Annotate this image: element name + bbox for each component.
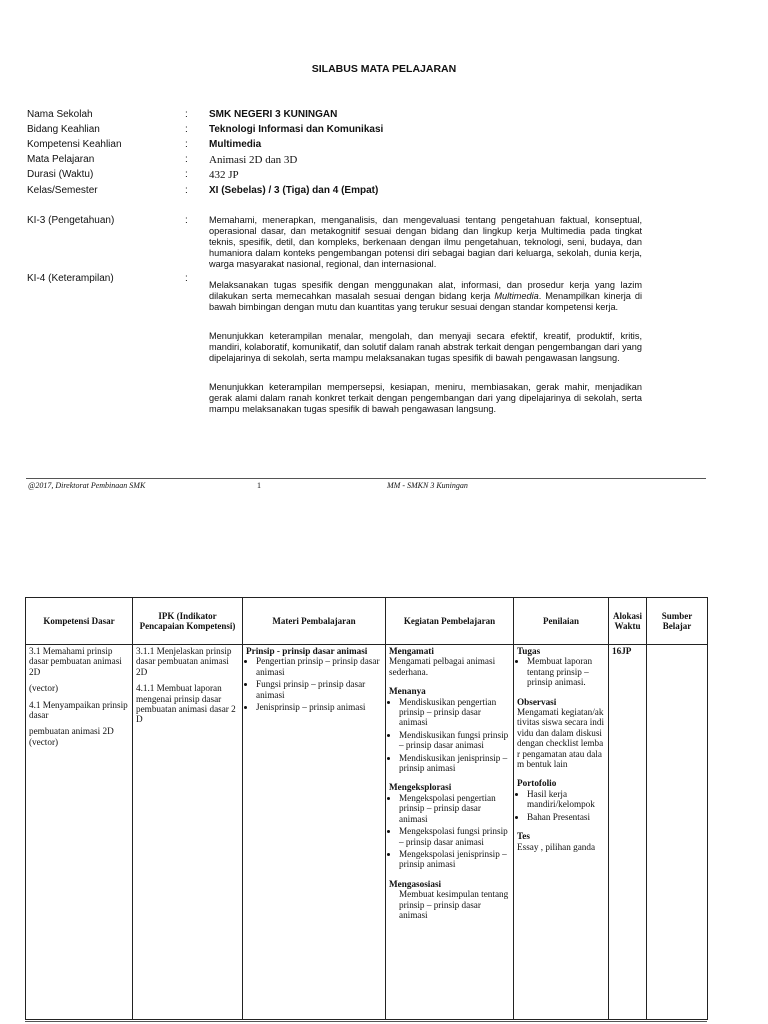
info-colon: : xyxy=(185,169,188,180)
cell-ipk xyxy=(133,645,243,1020)
ki4-paragraph-2: Menunjukkan keterampilan menalar, mengolah, dan menyaji secara efektif, kreatif, produktif, kritis, mandiri, kolaboratif, komunikatif, dan solutif dalam ranah abstrak terkait dengan pengembangan dari yang dipelajarinya di sekolah, serta mampu melaksanakan tugas spesifik di bawah pengawasan langsung. xyxy=(209,331,642,363)
ki4-paragraph-1 xyxy=(209,280,642,313)
penilaian-portofolio-list xyxy=(517,789,605,822)
header-penilaian: Penilaian xyxy=(514,598,609,645)
info-colon: : xyxy=(185,124,188,135)
footer-right: MM - SMKN 3 Kuningan xyxy=(387,481,468,490)
penilaian-portofolio-title: Portofolio xyxy=(517,778,557,789)
info-label: Kompetensi Keahlian xyxy=(27,139,122,150)
kegiatan-asosiasi-text: Membuat kesimpulan tentang prinsip – prinsip dasar animasi xyxy=(399,889,509,920)
kd-line-1: 3.1 Memahami prinsip dasar pembuatan animasi 2D xyxy=(29,646,122,677)
ipk-line-1: 3.1.1 Menjelaskan prinsip dasar pembuatan animasi 2D xyxy=(136,646,232,677)
materi-title: Prinsip - prinsip dasar animasi xyxy=(246,646,368,656)
page-bottom-divider xyxy=(25,1021,707,1022)
list-item: • Pengertian prinsip – prinsip dasar animasi xyxy=(256,656,382,677)
table-header-row xyxy=(26,598,708,645)
cell-kegiatan xyxy=(386,645,514,1020)
list-item: • Mendiskusikan fungsi prinsip – prinsip dasar animasi xyxy=(399,730,510,751)
info-value: Teknologi Informasi dan Komunikasi xyxy=(209,124,384,135)
kegiatan-mengamati-text: Mengamati pelbagai animasi sederhana. xyxy=(389,656,496,677)
info-value: SMK NEGERI 3 KUNINGAN xyxy=(209,109,338,120)
header-sumber: Sumber Belajar xyxy=(647,598,708,645)
footer-page-number: 1 xyxy=(257,481,261,490)
kd-line-3: 4.1 Menyampaikan prinsip dasar xyxy=(29,699,128,721)
materi-list xyxy=(246,656,382,712)
info-label: Durasi (Waktu) xyxy=(27,169,94,180)
footer-left: @2017, Direktorat Pembinaan SMK xyxy=(28,481,146,490)
list-item: • Mendiskusikan pengertian prinsip – prinsip dasar animasi xyxy=(399,697,510,728)
kegiatan-eksplorasi-title: Mengeksplorasi xyxy=(389,782,452,793)
ki3-label: KI-3 (Pengetahuan) xyxy=(27,215,115,226)
ki4-paragraph-3: Menunjukkan keterampilan mempersepsi, kesiapan, meniru, membiasakan, gerak mahir, menjadikan gerak alami dalam ranah konkret terkait dengan pengembangan dari yang dipelajarinya di sekolah, serta mampu melaksanakan tugas spesifik di bawah pengawasan langsung. xyxy=(209,382,642,414)
header-materi: Materi Pembalajaran xyxy=(243,598,386,645)
ki4-label: KI-4 (Keterampilan) xyxy=(27,273,114,284)
penilaian-observasi-title: Observasi xyxy=(517,696,557,707)
penilaian-observasi-text: Mengamati kegiatan/aktivitas siswa secara individu dan dalam diskusi dengan checklist lembar pengamatan atau dalam bentuk lain xyxy=(517,707,605,770)
cell-penilaian xyxy=(514,645,609,1020)
list-item: • Mengekspolasi jenisprinsip – prinsip animasi xyxy=(399,849,510,870)
info-value: XI (Sebelas) / 3 (Tiga) dan 4 (Empat) xyxy=(209,185,379,196)
info-value: 432 JP xyxy=(209,169,239,181)
ki4-p1-em: Multimedia xyxy=(494,290,539,301)
header-ipk: IPK (Indikator Pencapaian Kompetensi) xyxy=(133,598,243,645)
info-colon: : xyxy=(185,185,188,196)
penilaian-tes-text: Essay , pilihan ganda xyxy=(517,841,596,852)
kegiatan-asosiasi-title: Mengasosiasi xyxy=(389,878,442,889)
document-title: SILABUS MATA PELAJARAN xyxy=(311,63,457,75)
table-row xyxy=(26,645,708,1020)
penilaian-tugas-list xyxy=(517,656,605,687)
info-colon: : xyxy=(185,154,188,165)
ki4-p1-pre: Melaksanakan tugas spesifik dengan menggunakan alat, informasi, dan prosedur kerja yang lazim dilakukan serta memecahkan masalah sesuai dengan bidang kerja xyxy=(209,280,642,301)
info-label: Bidang Keahlian xyxy=(27,124,100,135)
cell-sumber xyxy=(647,645,708,1020)
footer-divider xyxy=(26,478,706,479)
list-item: • Fungsi prinsip – prinsip dasar animasi xyxy=(256,679,382,700)
info-label: Mata Pelajaran xyxy=(27,154,95,165)
list-item: • Jenisprinsip – prinsip animasi xyxy=(256,702,382,712)
cell-materi xyxy=(243,645,386,1020)
kd-line-4: pembuatan animasi 2D (vector) xyxy=(29,726,114,747)
list-item: • Membuat laporan tentang prinsip – prinsip animasi. xyxy=(527,656,605,687)
cell-alokasi: 16JP xyxy=(609,645,647,1020)
list-item: • Mendiskusikan jenisprinsip – prinsip animasi xyxy=(399,753,510,774)
ipk-line-2: 4.1.1 Membuat laporan mengenai prinsip dasar pembuatan animasi dasar 2 D xyxy=(136,683,236,725)
header-kegiatan: Kegiatan Pembelajaran xyxy=(386,598,514,645)
kegiatan-menanya-list xyxy=(389,697,510,774)
penilaian-tugas-title: Tugas xyxy=(517,646,541,656)
ki3-colon: : xyxy=(185,215,188,226)
list-item: • Mengekspolasi fungsi prinsip – prinsip dasar animasi xyxy=(399,826,510,847)
kegiatan-eksplorasi-list xyxy=(389,793,510,870)
list-item: • Mengekspolasi pengertian prinsip – prinsip dasar animasi xyxy=(399,793,510,824)
info-value: Animasi 2D dan 3D xyxy=(209,154,298,166)
penilaian-tes-title: Tes xyxy=(517,831,530,842)
kegiatan-mengamati-title: Mengamati xyxy=(389,646,434,656)
header-alokasi: Alokasi Waktu xyxy=(609,598,647,645)
list-item: • Bahan Presentasi xyxy=(527,812,605,822)
info-value: Multimedia xyxy=(209,139,262,150)
cell-kompetensi-dasar xyxy=(26,645,133,1020)
syllabus-table xyxy=(25,597,708,1020)
ki4-colon: : xyxy=(185,273,188,284)
kegiatan-menanya-title: Menanya xyxy=(389,686,426,697)
info-label: Nama Sekolah xyxy=(27,109,93,120)
info-label: Kelas/Semester xyxy=(27,185,98,196)
kd-line-2: (vector) xyxy=(29,683,59,694)
header-kompetensi-dasar: Kompetensi Dasar xyxy=(26,598,133,645)
ki3-text: Memahami, menerapkan, menganalisis, dan mengevaluasi tentang pengetahuan faktual, konseptual, operasional dasar, dan metakognitif sesuai dengan bidang dan lingkup kerja Multimedia pada tingkat teknis, spesifik, detil, dan kompleks, berkenaan dengan ilmu pengetahuan, teknologi, seni, budaya, dan humaniora dalam konteks pengembangan potensi diri sebagai bagian dari keluarga, sekolah, dunia kerja, warga masyarakat nasional, regional, dan internasional. xyxy=(209,215,642,269)
list-item: • Hasil kerja mandiri/kelompok xyxy=(527,789,605,810)
info-colon: : xyxy=(185,109,188,120)
ki4-p1-post: . Menampilkan kinerja di bawah bimbingan dengan mutu dan kuantitas yang terukur sesuai dengan standar kompetensi kerja. xyxy=(209,290,642,312)
info-colon: : xyxy=(185,139,188,150)
